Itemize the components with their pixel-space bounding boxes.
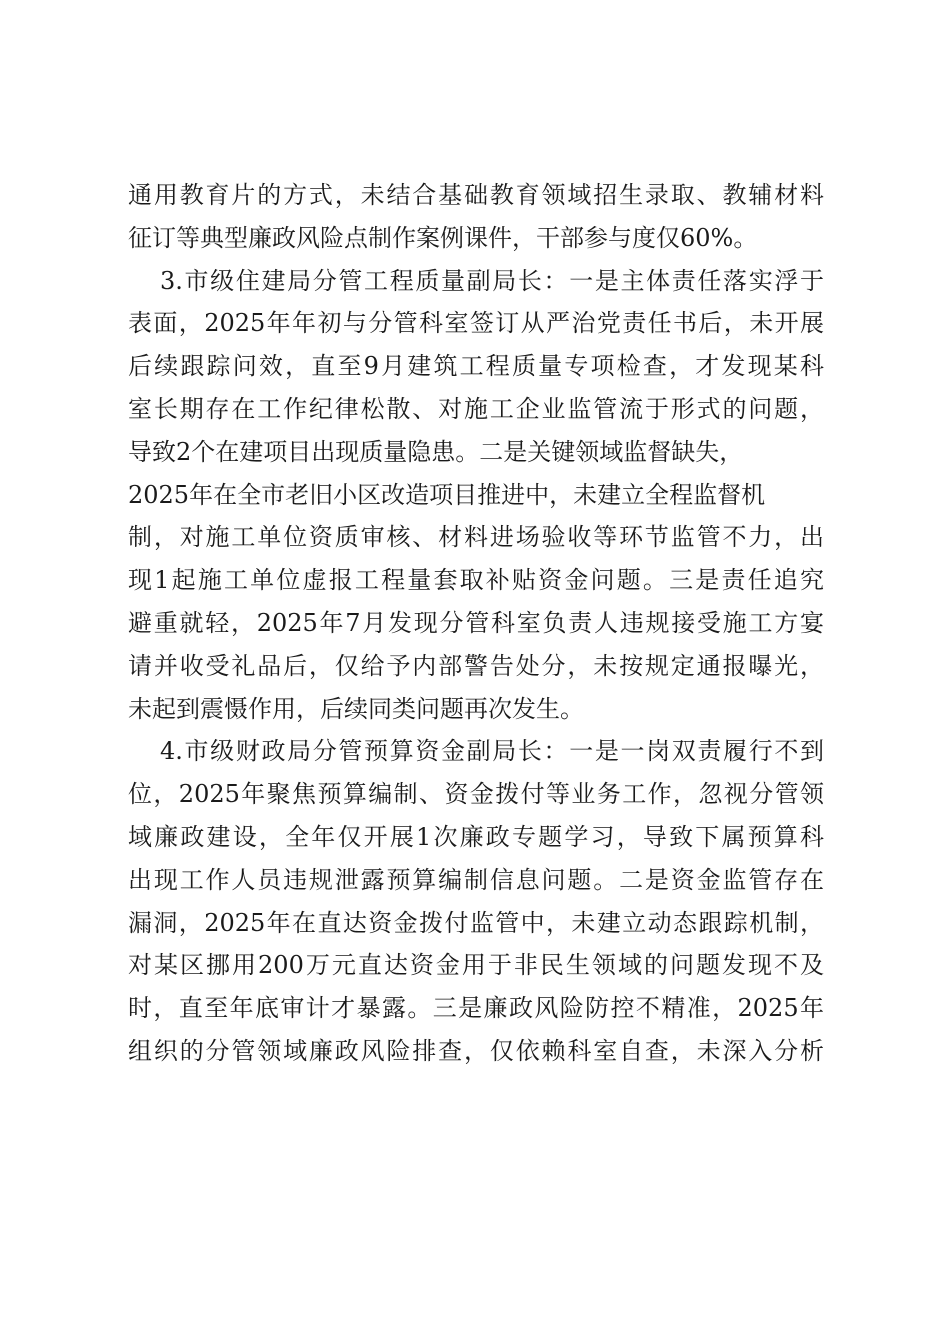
text-line: 导致2个在建项目出现质量隐患。二是关键领域监督缺失， — [128, 437, 744, 466]
text-line: 3.市级住建局分管工程质量副局长：一是主体责任落实浮于 — [160, 266, 824, 295]
paragraph-item-3 — [128, 260, 824, 731]
text-line: 出现工作人员违规泄露预算编制信息问题。二是资金监管存在 — [128, 865, 824, 894]
text-line: 避重就轻，2025年7月发现分管科室负责人违规接受施工方宴 — [128, 608, 824, 637]
text-line: 制，对施工单位资质审核、材料进场验收等环节监管不力，出 — [128, 523, 824, 552]
text-line: 域廉政建设，全年仅开展1次廉政专题学习，导致下属预算科 — [128, 822, 824, 851]
text-line: 未起到震慑作用，后续同类问题再次发生。 — [128, 694, 584, 723]
text-line: 通用教育片的方式，未结合基础教育领域招生录取、教辅材料 — [128, 181, 824, 209]
paragraph-item-4 — [128, 730, 824, 1072]
text-line: 表面，2025年年初与分管科室签订从严治党责任书后，未开展 — [128, 309, 824, 338]
text-line: 请并收受礼品后，仅给予内部警告处分，未按规定通报曝光， — [128, 651, 824, 680]
text-line: 现1起施工单位虚报工程量套取补贴资金问题。三是责任追究 — [128, 566, 824, 595]
text-line: 后续跟踪问效，直至9月建筑工程质量专项检查，才发现某科 — [128, 352, 824, 381]
text-line: 组织的分管领域廉政风险排查，仅依赖科室自查，未深入分析 — [128, 1036, 824, 1065]
text-line: 漏洞，2025年在直达资金拨付监管中，未建立动态跟踪机制， — [128, 908, 824, 937]
text-line: 对某区挪用200万元直达资金用于非民生领域的问题发现不及 — [128, 951, 824, 980]
text-line: 4.市级财政局分管预算资金副局长：一是一岗双责履行不到 — [160, 737, 824, 766]
document-page — [128, 174, 824, 1073]
text-line: 征订等典型廉政风险点制作案例课件，干部参与度仅60%。 — [128, 223, 758, 252]
paragraph-continuation — [128, 174, 824, 260]
text-line: 室长期存在工作纪律松散、对施工企业监管流于形式的问题， — [128, 394, 824, 423]
text-line: 位，2025年聚焦预算编制、资金拨付等业务工作，忽视分管领 — [128, 780, 824, 809]
text-line: 2025年在全市老旧小区改造项目推进中，未建立全程监督机 — [128, 480, 766, 509]
text-line: 时，直至年底审计才暴露。三是廉政风险防控不精准，2025年 — [128, 994, 824, 1023]
